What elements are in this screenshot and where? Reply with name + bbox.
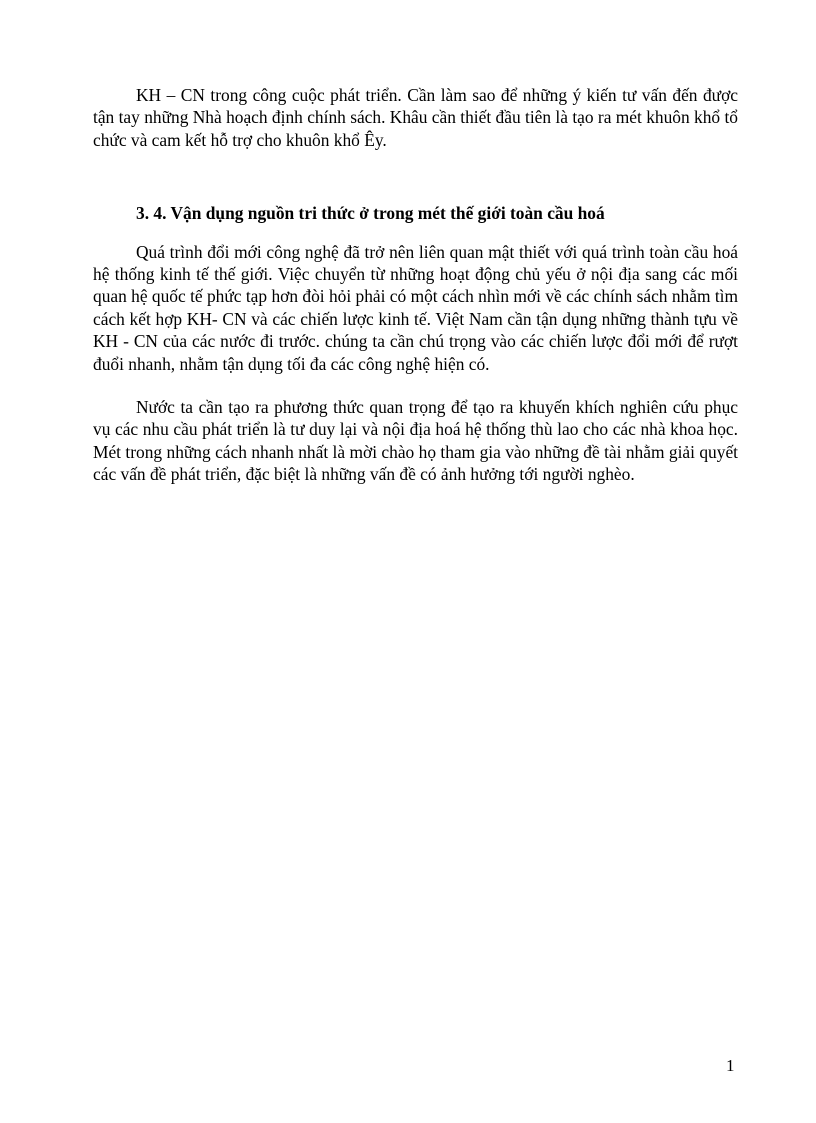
paragraph-globalization: Quá trình đổi mới công nghệ đã trở nên liên quan mật thiết với quá trình toàn cầu hoá hệ thống kinh tế thế giới. Việc chuyển từ những hoạt động chủ yếu ở nội địa sang các mối quan hệ quốc tế phức tạp hơn đòi hỏi phải có một cách nhìn mới về các chính sách nhằm tìm cách kết hợp KH- CN và các chiến lược kinh tế. Việt Nam cần tận dụng những thành tựu về KH - CN của các nước đi trước. chúng ta cần chú trọng vào các chiến lược đổi mới để rượt đuổi nhanh, nhằm tận dụng tối đa các công nghệ hiện có. <box>93 241 739 374</box>
paragraph-researchers: Nước ta cần tạo ra phương thức quan trọng để tạo ra khuyến khích nghiên cứu phục vụ các nhu cầu phát triển là tư duy lại và nội địa hoá hệ thống thù lao cho các nhà khoa học. Mét trong những cách nhanh nhất là mời chào họ tham gia vào những đề tài nhằm giải quyết các vấn đề phát triển, đặc biệt là những vấn đề có ảnh hưởng tới người nghèo. <box>93 397 738 485</box>
paragraph-intro: KH – CN trong công cuộc phát triển. Cần làm sao để những ý kiến tư vấn đến được tận tay những Nhà hoạch định chính sách. Khâu cần thiết đầu tiên là tạo ra mét khuôn khổ tổ chức và cam kết hỗ trợ cho khuôn khổ Êy. <box>93 85 738 150</box>
page-number: 1 <box>726 1056 735 1075</box>
section-heading: 3. 4. Vận dụng nguồn tri thức ở trong mét thế giới toàn cầu hoá <box>136 203 605 224</box>
page-content <box>93 84 738 486</box>
